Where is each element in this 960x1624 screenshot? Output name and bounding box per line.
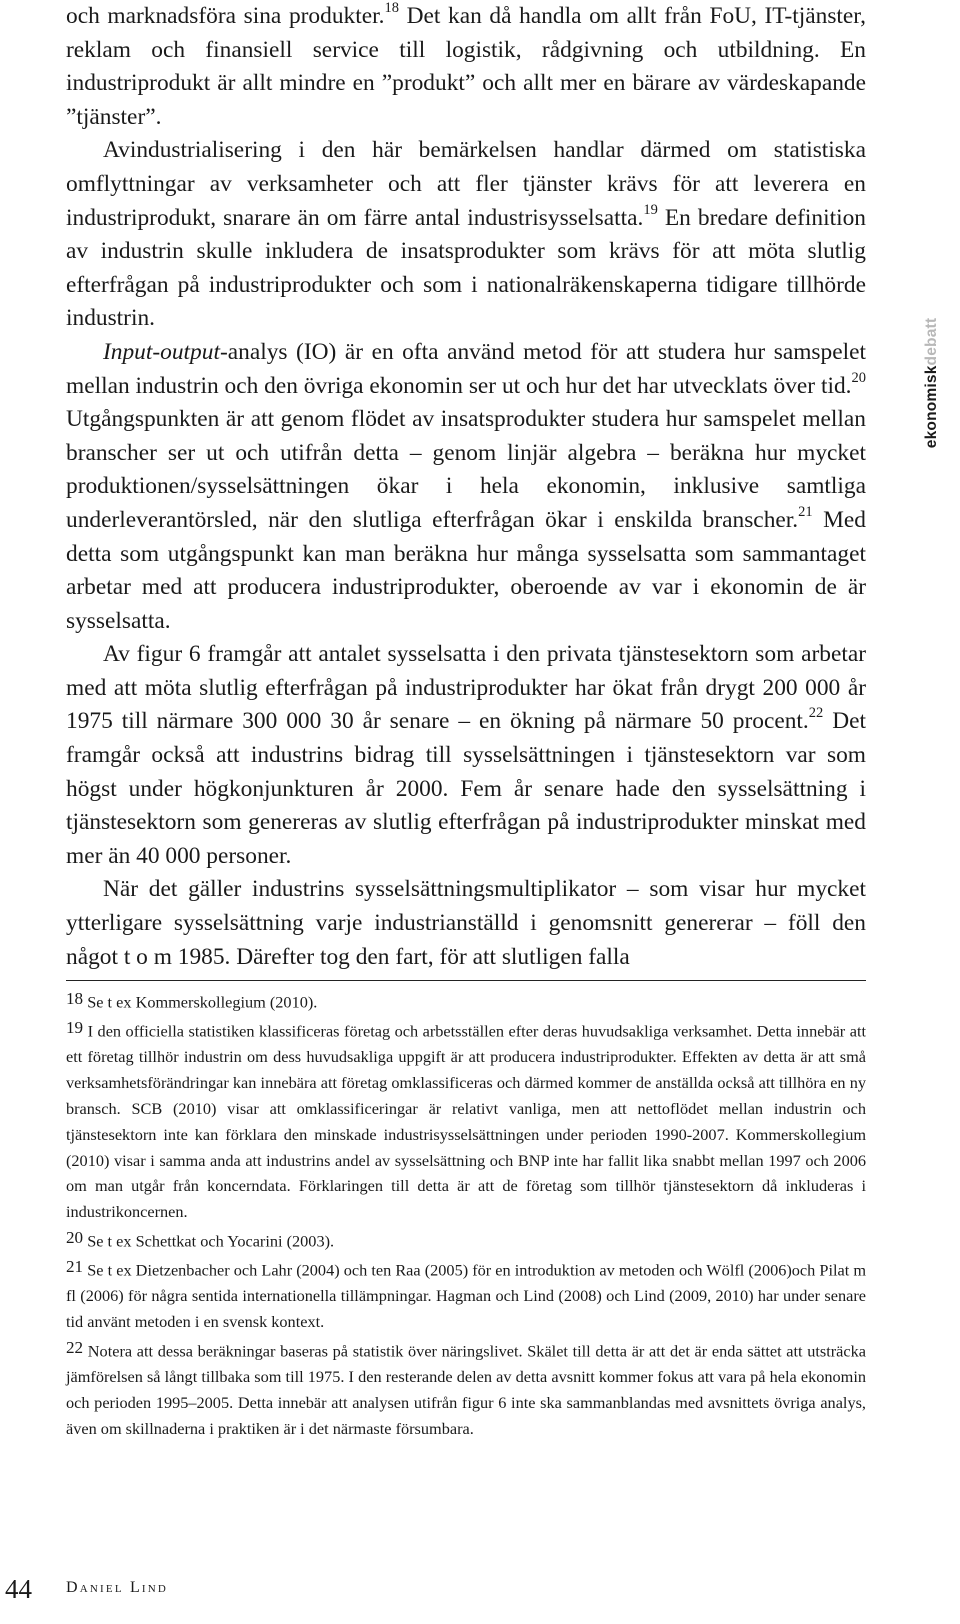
body-paragraph [66, 336, 866, 638]
body-paragraph [66, 638, 866, 873]
journal-label-part1: ekonomisk [923, 365, 940, 449]
running-author: Daniel Lind [66, 1579, 169, 1596]
body-paragraph [66, 873, 866, 974]
footnote-reference: 20 [851, 369, 866, 386]
text-run: En bredare definition av industrin skulle inkludera de insatsprodukter som krävs för att möta slutlig efterfrågan på industriprodukter och som i nationalräkenskaperna tidigare tillhörde industrin. [66, 204, 866, 332]
footnote-number: 18 [66, 989, 84, 1008]
footnote-text: Se t ex Dietzenbacher och Lahr (2004) och ten Raa (2005) för en introduktion av metoden och Wölfl (2006)och Pilat m fl (2006) för några sentida internationella tillämpningar. Hagman och Lind (2008) och Lind (2009, 2010) har under senare tid använt metoden i en svensk kontext. [66, 1260, 867, 1332]
text-run: Det kan då handla om allt från FoU, IT-tjänster, reklam och finansiell service till logistik, rådgivning och utbildning. En industriprodukt är allt mindre en ”produkt” och allt mer en bärare av värdeskapande ”tjänster”. [66, 3, 866, 130]
footnote [66, 1015, 866, 1225]
body-paragraph [66, 0, 866, 134]
page-number: 44 [5, 1574, 32, 1604]
text-run: Det framgår också att industrins bidrag till sysselsättningen i tjänstesektorn var som högst under högkonjunkturen år 2000. Fem år senare hade den sysselsättning i tjänstesektorn som genereras av slutlig efterfrågan på industriprodukter minskat med mer än 40 000 personer. [66, 708, 866, 869]
text-run: -analys (IO) är en ofta använd metod för att studera hur samspelet mellan industrin och den övriga ekonomin ser ut och hur det har utvecklats över tid. [66, 338, 866, 399]
footnote-text: Se t ex Kommerskollegium (2010). [87, 992, 318, 1012]
footnote-number: 22 [66, 1338, 84, 1358]
footnote-number: 21 [66, 1257, 84, 1277]
footnote-number: 20 [66, 1228, 84, 1248]
footnote-text: Notera att dessa beräkningar baseras på statistik över näringslivet. Skälet till detta är att det är enda sättet att utsträcka jämförelsen så långt tillbaka som till 1975. I den resterande delen av detta avsnitt kommer fokus att vara på hela ekonomin och perioden 1995–2005. Detta innebär att analysen utifrån figur 6 inte ska sammanblandas med avsnittets övriga analys, även om skillnaderna i praktiken är i det närmaste försumbara. [66, 1341, 867, 1438]
body-paragraph [66, 134, 866, 336]
text-run: och marknadsföra sina produkter. [66, 3, 385, 29]
text-run: Av figur 6 framgår att antalet sysselsatta i den privata tjänstesektorn som arbetar med att möta slutlig efterfrågan på industriprodukter har ökat från drygt 200 000 år 1975 till närmare 300 000 30 år senare – en ökning på närmare 50 procent. [66, 641, 866, 735]
footnote-reference: 18 [384, 0, 399, 17]
footnote [66, 986, 866, 1015]
text-run: Avindustrialisering i den här bemärkelsen handlar därmed om statistiska omflyttningar av verksamheter och att fler tjänster krävs för att leverera en industriprodukt, snarare än om färre antal industrisysselsatta. [66, 137, 866, 231]
footnote [66, 1225, 866, 1254]
footnote [66, 1335, 866, 1442]
footnote-separator [66, 980, 866, 981]
footnotes [66, 986, 866, 1442]
footnote [66, 1254, 866, 1335]
footnote-reference: 19 [643, 201, 658, 218]
text-run: Utgångspunkten är att genom flödet av insatsprodukter studera hur samspelet mellan branscher ser ut och utifrån detta – genom linjär algebra – beräkna hur mycket produktionen/sysselsättningen ökar i hela ekonomin, inklusive samtliga underleverantörsled, när den slutliga efterfrågan ökar i enskilda branscher. [66, 406, 866, 533]
text-run: Med detta som utgångspunkt kan man beräkna hur många sysselsatta som sammantaget arbetar med att producera industriprodukter, oberoende av var i ekonomin de är sysselsatta. [66, 506, 866, 634]
footnote-text: Se t ex Schettkat och Yocarini (2003). [87, 1231, 335, 1251]
text-run: När det gäller industrins sysselsättningsmultiplikator – som visar hur mycket ytterligare sysselsättning varje industrianställd i genomsnitt genererar – föll den något t o m 1985. Därefter tog den fart, för att slutligen falla [66, 876, 866, 970]
footnote-reference: 21 [798, 504, 813, 521]
footnote-number: 19 [66, 1018, 84, 1038]
journal-label-part2: debatt [923, 317, 940, 366]
footnote-text: I den officiella statistiken klassificeras företag och arbetsställen efter deras huvudsakliga verksamhet. Detta innebär att ett företag tillhör industrin om dess huvudsakliga uppgift är att producera industriprodukter. Effekten av detta är att små verksamhetsförändringar kan innebära att företag omklassificeras och därmed kommer de anställda också att tillhöra en ny bransch. SCB (2010) visar att omklassificeringar är relativt vanliga, men att nettoflödet mellan industrin och tjänstesektorn inte kan förklara den minskade industrisysselsättningen under perioden 1990-2007. Kommerskollegium (2010) visar i samma anda att industrins andel av sysselsättning och BNP inte har fallit lika snabbt mellan 1997 och 2006 om man utgår från koncerndata. Förklaringen till detta är att de företag som tillhör tjänstesektorn då inkluderas i industrikoncernen. [66, 1021, 867, 1222]
italic-term: Input-output [103, 338, 220, 365]
body-text [66, 0, 866, 974]
footnote-reference: 22 [808, 705, 824, 722]
journal-side-label [923, 318, 941, 448]
